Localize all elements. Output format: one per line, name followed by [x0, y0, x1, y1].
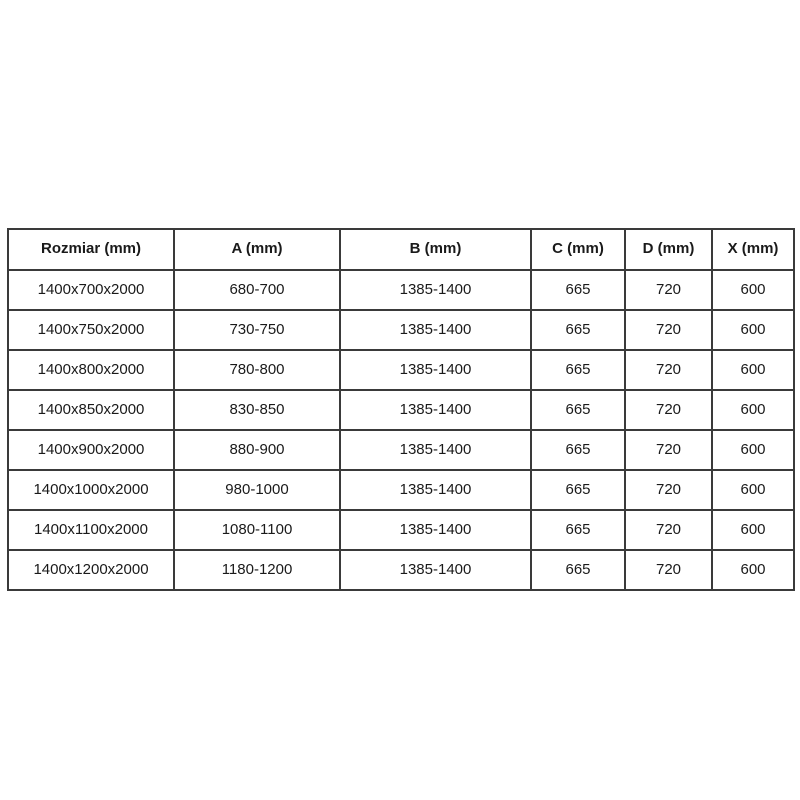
column-header-x: X (mm): [712, 229, 794, 270]
table-cell-d: 720: [625, 270, 712, 310]
table-cell-a: 730-750: [174, 310, 340, 350]
table-row: [8, 390, 794, 430]
table-cell-rozmiar: 1400x900x2000: [8, 430, 174, 470]
table-cell-rozmiar: 1400x850x2000: [8, 390, 174, 430]
table-cell-x: 600: [712, 310, 794, 350]
column-header-d: D (mm): [625, 229, 712, 270]
table-cell-a: 830-850: [174, 390, 340, 430]
table-cell-c: 665: [531, 510, 625, 550]
table-cell-d: 720: [625, 310, 712, 350]
dimensions-table: [7, 228, 795, 591]
table-cell-rozmiar: 1400x1200x2000: [8, 550, 174, 590]
table-row: [8, 550, 794, 590]
table-cell-c: 665: [531, 270, 625, 310]
header-row: [8, 229, 794, 270]
table-cell-d: 720: [625, 550, 712, 590]
table-row: [8, 310, 794, 350]
table-cell-c: 665: [531, 470, 625, 510]
table-cell-rozmiar: 1400x750x2000: [8, 310, 174, 350]
table-row: [8, 270, 794, 310]
column-header-a: A (mm): [174, 229, 340, 270]
table-cell-rozmiar: 1400x1000x2000: [8, 470, 174, 510]
table-cell-d: 720: [625, 510, 712, 550]
table-cell-b: 1385-1400: [340, 550, 531, 590]
table-cell-rozmiar: 1400x700x2000: [8, 270, 174, 310]
table-cell-x: 600: [712, 550, 794, 590]
table-cell-c: 665: [531, 550, 625, 590]
table-cell-a: 980-1000: [174, 470, 340, 510]
table-cell-c: 665: [531, 350, 625, 390]
table-row: [8, 470, 794, 510]
table-header: [8, 229, 794, 270]
table-cell-b: 1385-1400: [340, 430, 531, 470]
table-cell-b: 1385-1400: [340, 350, 531, 390]
table-cell-a: 1080-1100: [174, 510, 340, 550]
table-cell-c: 665: [531, 390, 625, 430]
table-cell-a: 680-700: [174, 270, 340, 310]
table-cell-a: 880-900: [174, 430, 340, 470]
table-cell-rozmiar: 1400x1100x2000: [8, 510, 174, 550]
table-cell-d: 720: [625, 350, 712, 390]
table-cell-b: 1385-1400: [340, 270, 531, 310]
table-row: [8, 510, 794, 550]
table-cell-c: 665: [531, 310, 625, 350]
table-cell-x: 600: [712, 470, 794, 510]
table-cell-a: 1180-1200: [174, 550, 340, 590]
table-cell-b: 1385-1400: [340, 470, 531, 510]
table-row: [8, 350, 794, 390]
column-header-b: B (mm): [340, 229, 531, 270]
column-header-c: C (mm): [531, 229, 625, 270]
table-cell-x: 600: [712, 350, 794, 390]
table-cell-d: 720: [625, 390, 712, 430]
table-cell-d: 720: [625, 470, 712, 510]
table-cell-b: 1385-1400: [340, 510, 531, 550]
table-cell-a: 780-800: [174, 350, 340, 390]
table-cell-rozmiar: 1400x800x2000: [8, 350, 174, 390]
table-cell-x: 600: [712, 510, 794, 550]
table-cell-x: 600: [712, 390, 794, 430]
table-body: [8, 270, 794, 590]
table-row: [8, 430, 794, 470]
table-cell-b: 1385-1400: [340, 390, 531, 430]
column-header-rozmiar: Rozmiar (mm): [8, 229, 174, 270]
table-cell-x: 600: [712, 270, 794, 310]
table-cell-c: 665: [531, 430, 625, 470]
table-cell-d: 720: [625, 430, 712, 470]
table-cell-b: 1385-1400: [340, 310, 531, 350]
table-cell-x: 600: [712, 430, 794, 470]
